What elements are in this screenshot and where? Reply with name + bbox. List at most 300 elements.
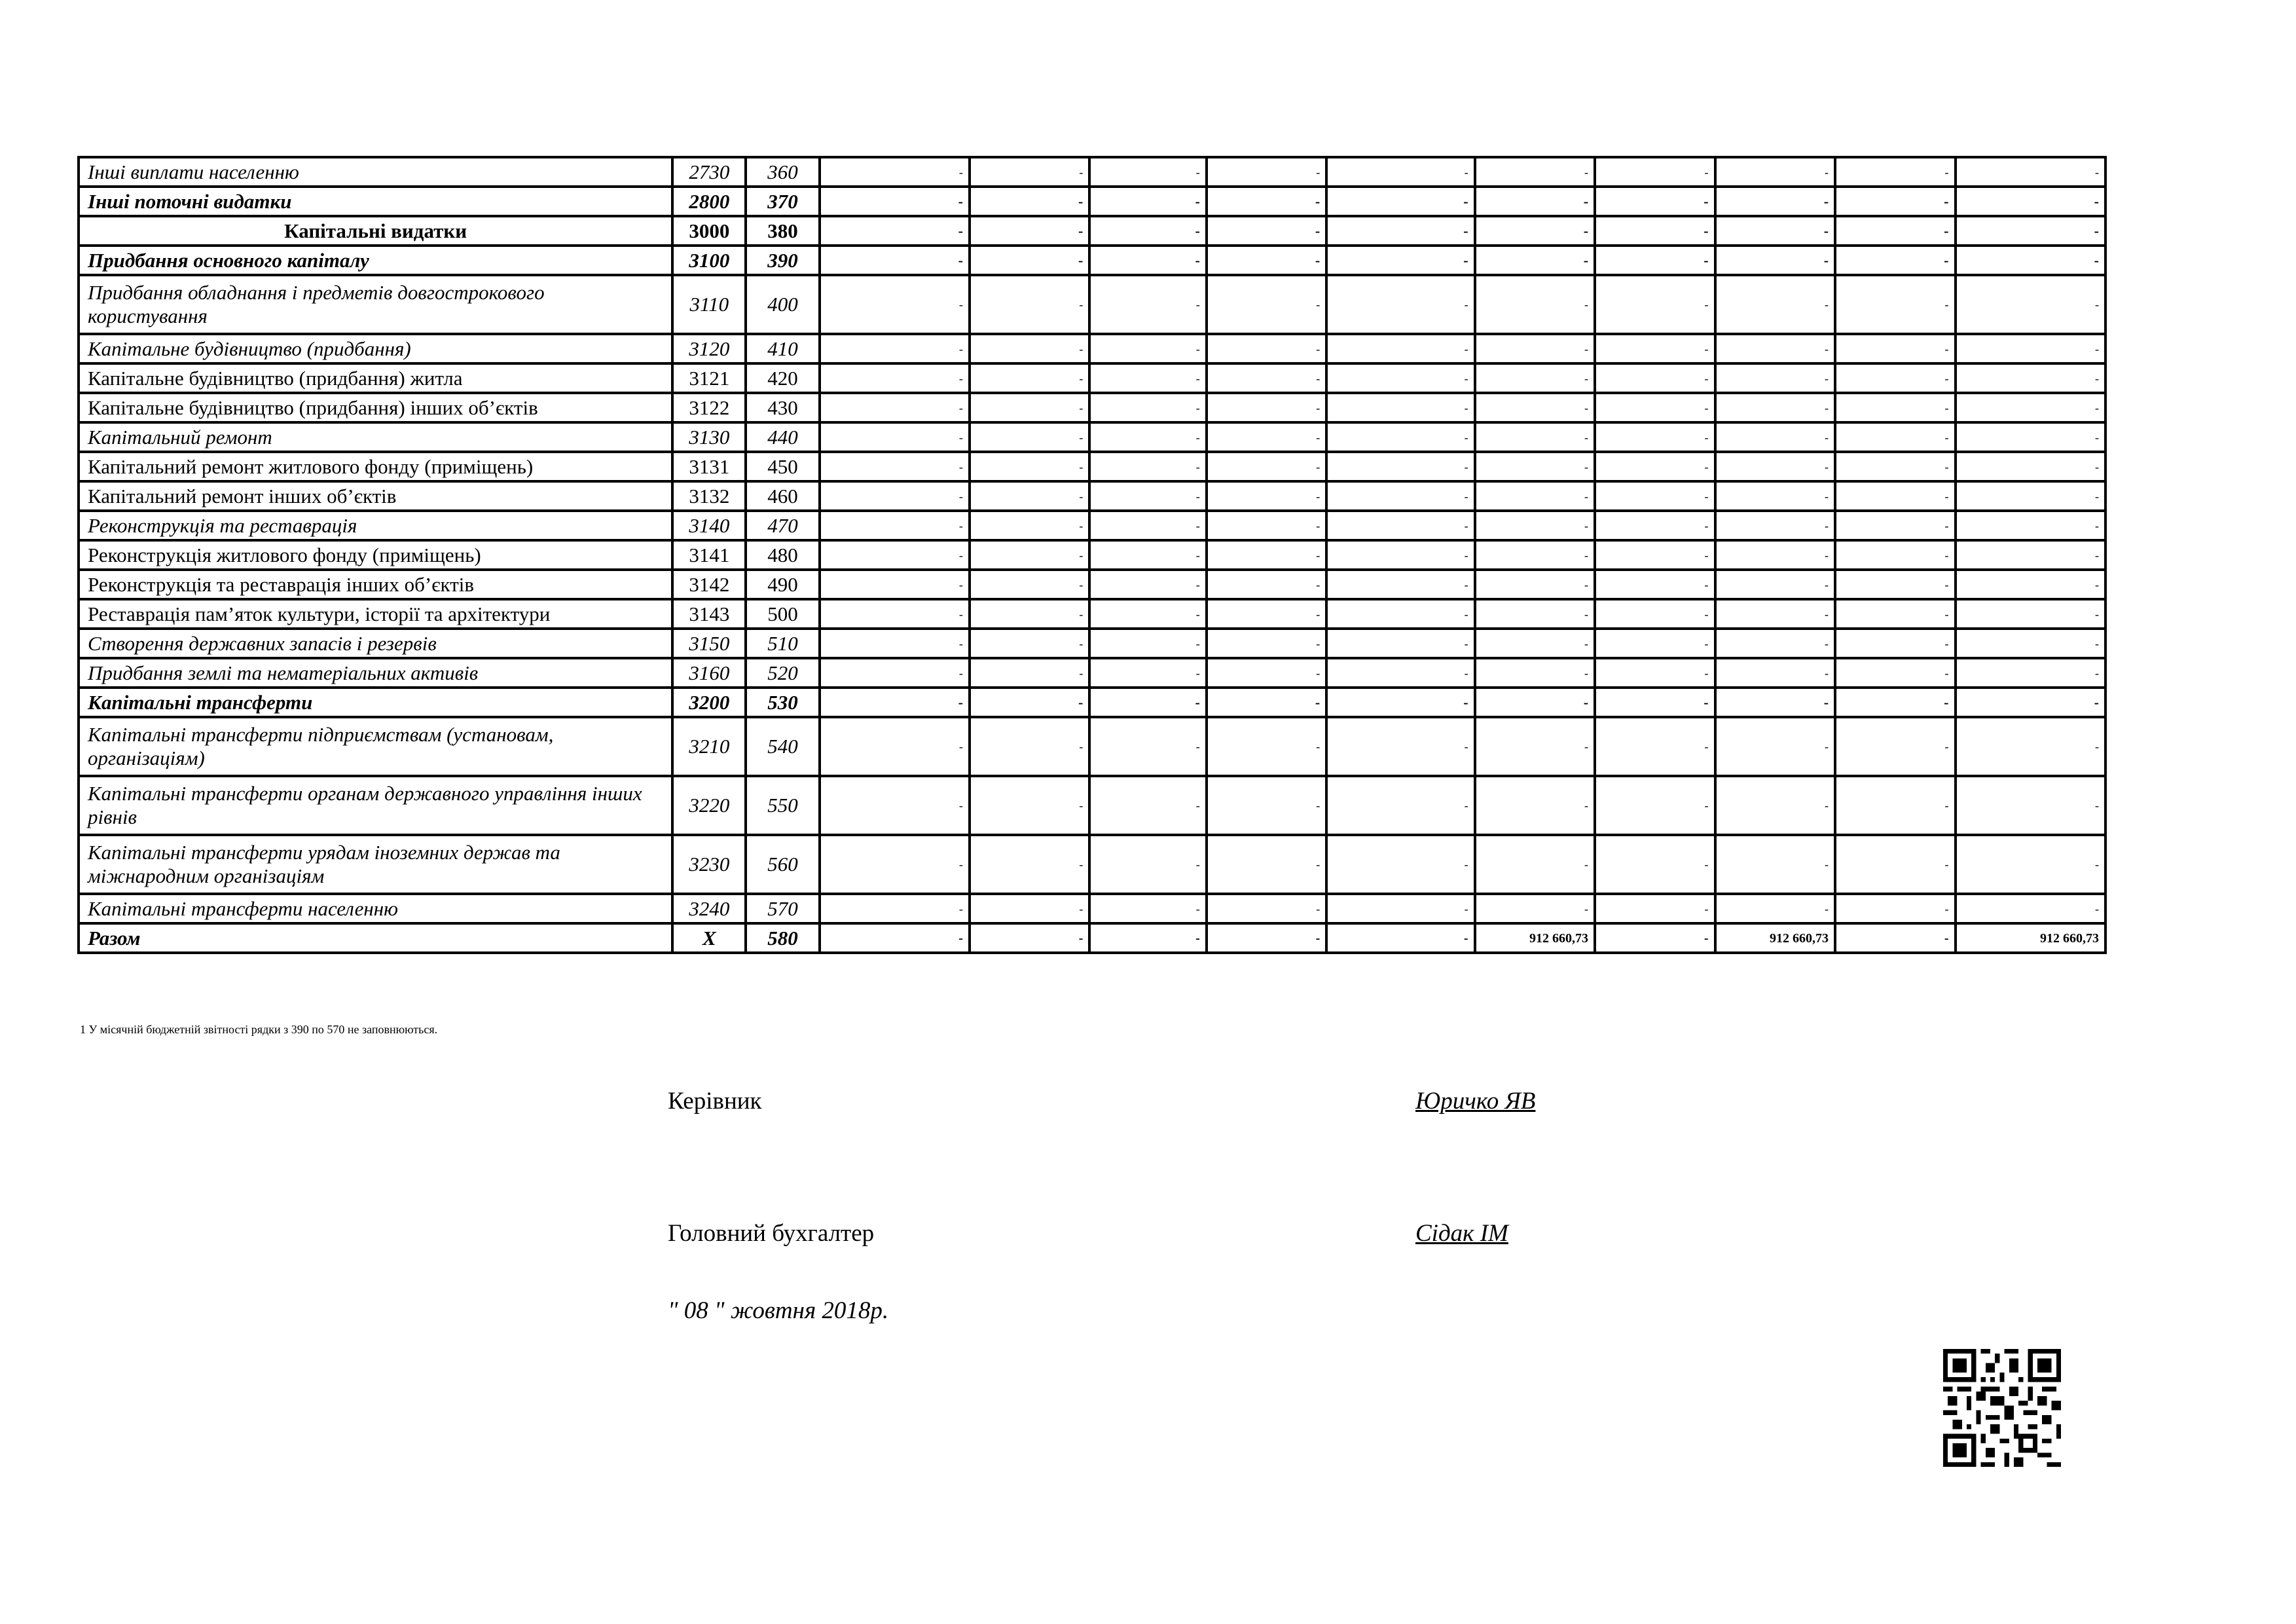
value-cell: - bbox=[1207, 157, 1326, 187]
value-cell: - bbox=[1207, 511, 1326, 540]
value-cell: - bbox=[1475, 894, 1595, 923]
value-cell: - bbox=[1475, 540, 1595, 570]
table-row bbox=[79, 275, 2105, 334]
line-code-cell: 360 bbox=[746, 157, 819, 187]
value-cell: 912 660,73 bbox=[1475, 923, 1595, 953]
value-cell: - bbox=[1715, 422, 1835, 452]
value-cell: - bbox=[1089, 540, 1206, 570]
value-cell: - bbox=[1207, 481, 1326, 511]
value-cell: - bbox=[1326, 246, 1474, 275]
value-cell: - bbox=[1475, 157, 1595, 187]
value-cell: - bbox=[820, 688, 970, 717]
row-name-cell: Інші виплати населенню bbox=[79, 157, 672, 187]
value-cell: - bbox=[1475, 452, 1595, 481]
table-row bbox=[79, 363, 2105, 393]
kekv-code-cell: 3130 bbox=[672, 422, 746, 452]
value-cell: - bbox=[1715, 835, 1835, 894]
value-cell: - bbox=[1595, 511, 1715, 540]
value-cell: - bbox=[1326, 835, 1474, 894]
value-cell: - bbox=[820, 923, 970, 953]
line-code-cell: 550 bbox=[746, 776, 819, 835]
kekv-code-cell: 3100 bbox=[672, 246, 746, 275]
row-name-cell: Капітальне будівництво (придбання) bbox=[79, 334, 672, 363]
value-cell: - bbox=[1956, 658, 2106, 688]
value-cell: - bbox=[820, 835, 970, 894]
accountant-label: Головний бухгалтер bbox=[668, 1220, 875, 1247]
row-name-cell: Капітальні трансферти урядам іноземних держав та міжнародним організаціям bbox=[79, 835, 672, 894]
value-cell: - bbox=[1835, 629, 1955, 658]
value-cell: - bbox=[1835, 216, 1955, 246]
value-cell: - bbox=[970, 452, 1089, 481]
value-cell: - bbox=[820, 363, 970, 393]
table-row bbox=[79, 629, 2105, 658]
value-cell: - bbox=[1835, 275, 1955, 334]
value-cell: - bbox=[1207, 452, 1326, 481]
value-cell: - bbox=[1089, 629, 1206, 658]
value-cell: - bbox=[1715, 187, 1835, 216]
head-label: Керівник bbox=[668, 1088, 762, 1115]
value-cell: - bbox=[1089, 393, 1206, 422]
table-row bbox=[79, 393, 2105, 422]
value-cell: - bbox=[1089, 717, 1206, 776]
row-name-cell: Реставрація пам’яток культури, історії та архітектури bbox=[79, 599, 672, 629]
value-cell: - bbox=[1835, 422, 1955, 452]
value-cell: - bbox=[1207, 894, 1326, 923]
kekv-code-cell: 3220 bbox=[672, 776, 746, 835]
value-cell: - bbox=[1595, 894, 1715, 923]
line-code-cell: 580 bbox=[746, 923, 819, 953]
line-code-cell: 430 bbox=[746, 393, 819, 422]
value-cell: - bbox=[1715, 275, 1835, 334]
value-cell: - bbox=[1835, 776, 1955, 835]
value-cell: - bbox=[1595, 717, 1715, 776]
value-cell: - bbox=[1089, 187, 1206, 216]
value-cell: - bbox=[1715, 599, 1835, 629]
value-cell: - bbox=[1475, 835, 1595, 894]
value-cell: - bbox=[1715, 393, 1835, 422]
value-cell: - bbox=[1326, 452, 1474, 481]
value-cell: - bbox=[1207, 393, 1326, 422]
value-cell: - bbox=[1715, 658, 1835, 688]
report-date: " 08 " жовтня 2018р. bbox=[668, 1297, 889, 1324]
value-cell: - bbox=[1326, 393, 1474, 422]
value-cell: - bbox=[970, 570, 1089, 599]
kekv-code-cell: 3160 bbox=[672, 658, 746, 688]
value-cell: - bbox=[820, 540, 970, 570]
value-cell: - bbox=[820, 481, 970, 511]
line-code-cell: 570 bbox=[746, 894, 819, 923]
value-cell: - bbox=[820, 629, 970, 658]
row-name-cell: Капітальний ремонт bbox=[79, 422, 672, 452]
value-cell: - bbox=[1835, 658, 1955, 688]
value-cell: - bbox=[1326, 629, 1474, 658]
value-cell: - bbox=[970, 923, 1089, 953]
value-cell: - bbox=[1207, 835, 1326, 894]
value-cell: - bbox=[1089, 275, 1206, 334]
line-code-cell: 410 bbox=[746, 334, 819, 363]
value-cell: - bbox=[1956, 363, 2106, 393]
value-cell: - bbox=[1207, 187, 1326, 216]
value-cell: - bbox=[1089, 363, 1206, 393]
value-cell: - bbox=[1835, 599, 1955, 629]
value-cell: - bbox=[1956, 540, 2106, 570]
value-cell: - bbox=[970, 688, 1089, 717]
value-cell: 912 660,73 bbox=[1956, 923, 2106, 953]
value-cell: - bbox=[1595, 334, 1715, 363]
value-cell: - bbox=[1089, 658, 1206, 688]
value-cell: - bbox=[820, 422, 970, 452]
value-cell: - bbox=[1475, 511, 1595, 540]
value-cell: - bbox=[1207, 776, 1326, 835]
kekv-code-cell: 3143 bbox=[672, 599, 746, 629]
line-code-cell: 490 bbox=[746, 570, 819, 599]
value-cell: - bbox=[1089, 923, 1206, 953]
value-cell: - bbox=[1715, 540, 1835, 570]
row-name-cell: Реконструкція та реставрація bbox=[79, 511, 672, 540]
kekv-code-cell: 3132 bbox=[672, 481, 746, 511]
value-cell: - bbox=[820, 334, 970, 363]
row-name-cell: Придбання обладнання і предметів довгострокового користування bbox=[79, 275, 672, 334]
value-cell: - bbox=[970, 216, 1089, 246]
row-name-cell: Реконструкція житлового фонду (приміщень) bbox=[79, 540, 672, 570]
value-cell: - bbox=[1089, 835, 1206, 894]
line-code-cell: 380 bbox=[746, 216, 819, 246]
value-cell: - bbox=[1835, 923, 1955, 953]
value-cell: - bbox=[1956, 334, 2106, 363]
value-cell: - bbox=[1475, 688, 1595, 717]
table-row bbox=[79, 452, 2105, 481]
value-cell: - bbox=[970, 393, 1089, 422]
footnote: 1 У місячній бюджетній звітності рядки з 390 по 570 не заповнюються. bbox=[80, 1023, 438, 1036]
kekv-code-cell: 3210 bbox=[672, 717, 746, 776]
value-cell: - bbox=[1595, 246, 1715, 275]
value-cell: - bbox=[820, 894, 970, 923]
value-cell: 912 660,73 bbox=[1715, 923, 1835, 953]
value-cell: - bbox=[970, 187, 1089, 216]
qr-code-icon bbox=[1943, 1342, 2061, 1473]
value-cell: - bbox=[1715, 570, 1835, 599]
value-cell: - bbox=[1089, 216, 1206, 246]
value-cell: - bbox=[1326, 157, 1474, 187]
value-cell: - bbox=[1089, 688, 1206, 717]
kekv-code-cell: 3121 bbox=[672, 363, 746, 393]
value-cell: - bbox=[1326, 187, 1474, 216]
head-name: Юричко ЯВ bbox=[1415, 1088, 1536, 1115]
value-cell: - bbox=[1956, 216, 2106, 246]
value-cell: - bbox=[970, 629, 1089, 658]
value-cell: - bbox=[1475, 363, 1595, 393]
value-cell: - bbox=[1956, 717, 2106, 776]
value-cell: - bbox=[1089, 894, 1206, 923]
value-cell: - bbox=[1475, 776, 1595, 835]
value-cell: - bbox=[1956, 599, 2106, 629]
value-cell: - bbox=[1595, 187, 1715, 216]
value-cell: - bbox=[1715, 481, 1835, 511]
value-cell: - bbox=[1595, 481, 1715, 511]
line-code-cell: 390 bbox=[746, 246, 819, 275]
value-cell: - bbox=[1715, 511, 1835, 540]
value-cell: - bbox=[1326, 599, 1474, 629]
value-cell: - bbox=[1326, 776, 1474, 835]
value-cell: - bbox=[1956, 187, 2106, 216]
kekv-code-cell: 3120 bbox=[672, 334, 746, 363]
value-cell: - bbox=[1595, 688, 1715, 717]
value-cell: - bbox=[1715, 776, 1835, 835]
value-cell: - bbox=[1956, 275, 2106, 334]
row-name-cell: Разом bbox=[79, 923, 672, 953]
value-cell: - bbox=[1089, 481, 1206, 511]
value-cell: - bbox=[1595, 923, 1715, 953]
value-cell: - bbox=[1326, 658, 1474, 688]
row-name-cell: Капітальні трансферти населенню bbox=[79, 894, 672, 923]
value-cell: - bbox=[1089, 246, 1206, 275]
value-cell: - bbox=[1089, 511, 1206, 540]
value-cell: - bbox=[1715, 216, 1835, 246]
value-cell: - bbox=[1956, 776, 2106, 835]
value-cell: - bbox=[970, 776, 1089, 835]
value-cell: - bbox=[1089, 599, 1206, 629]
kekv-code-cell: 2800 bbox=[672, 187, 746, 216]
row-name-cell: Капітальні трансферти підприємствам (установам, організаціям) bbox=[79, 717, 672, 776]
value-cell: - bbox=[1326, 717, 1474, 776]
accountant-name: Сідак ІМ bbox=[1415, 1220, 1508, 1247]
value-cell: - bbox=[970, 658, 1089, 688]
row-name-cell: Придбання основного капіталу bbox=[79, 246, 672, 275]
line-code-cell: 560 bbox=[746, 835, 819, 894]
table-row bbox=[79, 157, 2105, 187]
value-cell: - bbox=[1326, 481, 1474, 511]
value-cell: - bbox=[1207, 216, 1326, 246]
value-cell: - bbox=[1089, 334, 1206, 363]
value-cell: - bbox=[1595, 658, 1715, 688]
value-cell: - bbox=[1715, 157, 1835, 187]
value-cell: - bbox=[1475, 570, 1595, 599]
value-cell: - bbox=[1956, 629, 2106, 658]
row-name-cell: Капітальне будівництво (придбання) житла bbox=[79, 363, 672, 393]
value-cell: - bbox=[1326, 894, 1474, 923]
row-name-cell: Придбання землі та нематеріальних активів bbox=[79, 658, 672, 688]
value-cell: - bbox=[1835, 452, 1955, 481]
line-code-cell: 540 bbox=[746, 717, 819, 776]
value-cell: - bbox=[1326, 688, 1474, 717]
value-cell: - bbox=[1207, 923, 1326, 953]
value-cell: - bbox=[1595, 216, 1715, 246]
value-cell: - bbox=[1956, 511, 2106, 540]
value-cell: - bbox=[1595, 599, 1715, 629]
value-cell: - bbox=[1207, 334, 1326, 363]
value-cell: - bbox=[820, 717, 970, 776]
value-cell: - bbox=[1956, 481, 2106, 511]
value-cell: - bbox=[1089, 157, 1206, 187]
value-cell: - bbox=[1835, 511, 1955, 540]
row-name-cell: Капітальний ремонт житлового фонду (приміщень) bbox=[79, 452, 672, 481]
value-cell: - bbox=[820, 216, 970, 246]
table-row bbox=[79, 481, 2105, 511]
value-cell: - bbox=[1475, 599, 1595, 629]
value-cell: - bbox=[1835, 835, 1955, 894]
value-cell: - bbox=[1089, 422, 1206, 452]
value-cell: - bbox=[1715, 717, 1835, 776]
value-cell: - bbox=[1715, 894, 1835, 923]
kekv-code-cell: 3150 bbox=[672, 629, 746, 658]
value-cell: - bbox=[1956, 688, 2106, 717]
line-code-cell: 460 bbox=[746, 481, 819, 511]
value-cell: - bbox=[820, 599, 970, 629]
line-code-cell: 470 bbox=[746, 511, 819, 540]
kekv-code-cell: 3000 bbox=[672, 216, 746, 246]
table-row bbox=[79, 776, 2105, 835]
value-cell: - bbox=[1595, 157, 1715, 187]
value-cell: - bbox=[1475, 334, 1595, 363]
budget-report-table bbox=[77, 156, 2107, 954]
value-cell: - bbox=[1956, 452, 2106, 481]
value-cell: - bbox=[1326, 570, 1474, 599]
line-code-cell: 500 bbox=[746, 599, 819, 629]
value-cell: - bbox=[1089, 570, 1206, 599]
value-cell: - bbox=[970, 511, 1089, 540]
value-cell: - bbox=[1326, 216, 1474, 246]
kekv-code-cell: 3230 bbox=[672, 835, 746, 894]
value-cell: - bbox=[970, 422, 1089, 452]
value-cell: - bbox=[1089, 452, 1206, 481]
kekv-code-cell: 3142 bbox=[672, 570, 746, 599]
line-code-cell: 400 bbox=[746, 275, 819, 334]
kekv-code-cell: 3110 bbox=[672, 275, 746, 334]
table-row bbox=[79, 511, 2105, 540]
value-cell: - bbox=[1835, 393, 1955, 422]
value-cell: - bbox=[1715, 334, 1835, 363]
value-cell: - bbox=[1835, 363, 1955, 393]
table-row bbox=[79, 246, 2105, 275]
row-name-cell: Інші поточні видатки bbox=[79, 187, 672, 216]
value-cell: - bbox=[1207, 540, 1326, 570]
value-cell: - bbox=[970, 599, 1089, 629]
value-cell: - bbox=[1595, 629, 1715, 658]
value-cell: - bbox=[1207, 688, 1326, 717]
value-cell: - bbox=[970, 246, 1089, 275]
table-row bbox=[79, 334, 2105, 363]
table-row bbox=[79, 717, 2105, 776]
row-name-cell: Створення державних запасів і резервів bbox=[79, 629, 672, 658]
value-cell: - bbox=[1326, 334, 1474, 363]
value-cell: - bbox=[820, 393, 970, 422]
value-cell: - bbox=[1715, 452, 1835, 481]
value-cell: - bbox=[1207, 246, 1326, 275]
value-cell: - bbox=[1715, 363, 1835, 393]
value-cell: - bbox=[1475, 658, 1595, 688]
table-row bbox=[79, 216, 2105, 246]
value-cell: - bbox=[1475, 275, 1595, 334]
line-code-cell: 510 bbox=[746, 629, 819, 658]
value-cell: - bbox=[1956, 894, 2106, 923]
value-cell: - bbox=[1835, 717, 1955, 776]
value-cell: - bbox=[1956, 835, 2106, 894]
value-cell: - bbox=[1835, 246, 1955, 275]
value-cell: - bbox=[1835, 334, 1955, 363]
value-cell: - bbox=[1595, 570, 1715, 599]
value-cell: - bbox=[1326, 923, 1474, 953]
table-row bbox=[79, 540, 2105, 570]
value-cell: - bbox=[1475, 717, 1595, 776]
line-code-cell: 530 bbox=[746, 688, 819, 717]
value-cell: - bbox=[820, 658, 970, 688]
value-cell: - bbox=[1207, 629, 1326, 658]
value-cell: - bbox=[1326, 422, 1474, 452]
value-cell: - bbox=[1595, 776, 1715, 835]
value-cell: - bbox=[1956, 422, 2106, 452]
value-cell: - bbox=[1207, 363, 1326, 393]
value-cell: - bbox=[1956, 570, 2106, 599]
row-name-cell: Капітальні трансферти органам державного управління інших рівнів bbox=[79, 776, 672, 835]
value-cell: - bbox=[970, 481, 1089, 511]
value-cell: - bbox=[1715, 688, 1835, 717]
value-cell: - bbox=[970, 835, 1089, 894]
report-body bbox=[79, 157, 2105, 953]
line-code-cell: 520 bbox=[746, 658, 819, 688]
value-cell: - bbox=[1595, 275, 1715, 334]
value-cell: - bbox=[1207, 599, 1326, 629]
value-cell: - bbox=[1207, 422, 1326, 452]
kekv-code-cell: Х bbox=[672, 923, 746, 953]
table-row bbox=[79, 187, 2105, 216]
value-cell: - bbox=[970, 334, 1089, 363]
value-cell: - bbox=[1956, 157, 2106, 187]
value-cell: - bbox=[820, 187, 970, 216]
value-cell: - bbox=[820, 511, 970, 540]
value-cell: - bbox=[1207, 570, 1326, 599]
kekv-code-cell: 3240 bbox=[672, 894, 746, 923]
row-name-cell: Реконструкція та реставрація інших об’єктів bbox=[79, 570, 672, 599]
value-cell: - bbox=[1715, 629, 1835, 658]
value-cell: - bbox=[970, 157, 1089, 187]
value-cell: - bbox=[1326, 540, 1474, 570]
value-cell: - bbox=[1595, 835, 1715, 894]
value-cell: - bbox=[1326, 275, 1474, 334]
value-cell: - bbox=[970, 540, 1089, 570]
value-cell: - bbox=[1956, 393, 2106, 422]
value-cell: - bbox=[820, 275, 970, 334]
row-name-cell: Капітальне будівництво (придбання) інших об’єктів bbox=[79, 393, 672, 422]
value-cell: - bbox=[1835, 481, 1955, 511]
value-cell: - bbox=[1595, 393, 1715, 422]
value-cell: - bbox=[970, 275, 1089, 334]
value-cell: - bbox=[1835, 570, 1955, 599]
line-code-cell: 420 bbox=[746, 363, 819, 393]
table-row bbox=[79, 422, 2105, 452]
value-cell: - bbox=[1326, 511, 1474, 540]
value-cell: - bbox=[820, 570, 970, 599]
kekv-code-cell: 3141 bbox=[672, 540, 746, 570]
table-row bbox=[79, 658, 2105, 688]
value-cell: - bbox=[820, 776, 970, 835]
line-code-cell: 450 bbox=[746, 452, 819, 481]
line-code-cell: 370 bbox=[746, 187, 819, 216]
value-cell: - bbox=[1207, 275, 1326, 334]
value-cell: - bbox=[1835, 187, 1955, 216]
value-cell: - bbox=[1475, 481, 1595, 511]
value-cell: - bbox=[1715, 246, 1835, 275]
value-cell: - bbox=[820, 452, 970, 481]
value-cell: - bbox=[1595, 422, 1715, 452]
line-code-cell: 440 bbox=[746, 422, 819, 452]
value-cell: - bbox=[1956, 246, 2106, 275]
value-cell: - bbox=[1475, 246, 1595, 275]
value-cell: - bbox=[1475, 187, 1595, 216]
table-row bbox=[79, 835, 2105, 894]
value-cell: - bbox=[1207, 717, 1326, 776]
kekv-code-cell: 3140 bbox=[672, 511, 746, 540]
value-cell: - bbox=[1326, 363, 1474, 393]
